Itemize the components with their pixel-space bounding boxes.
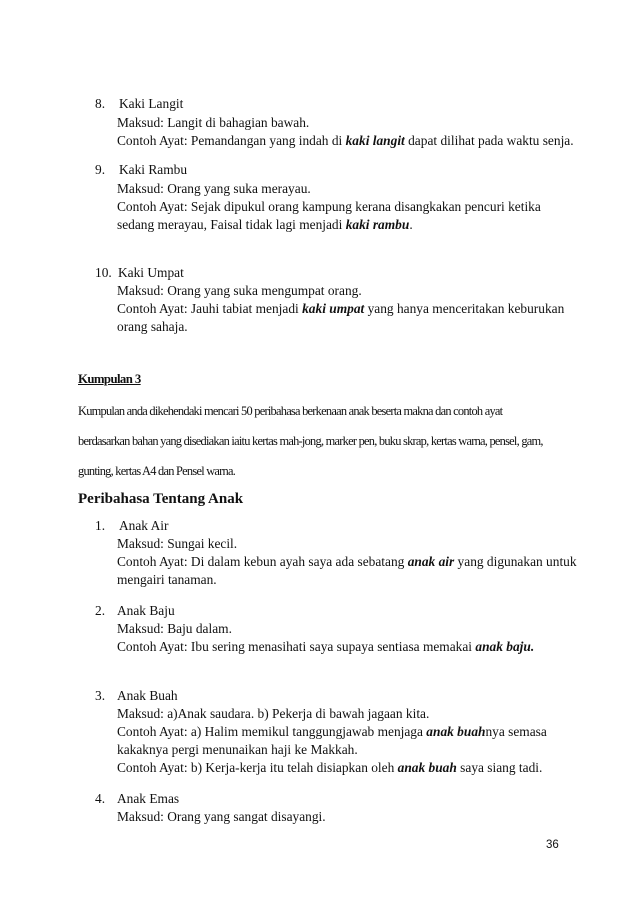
item-title: Kaki Umpat: [118, 265, 184, 280]
item-title: Kaki Langit: [119, 96, 184, 111]
item-contoh: [117, 723, 547, 741]
contoh-text: Contoh Ayat: b) Kerja-kerja itu telah disiapkan oleh: [117, 760, 398, 775]
peribahasa-emphasis: kaki umpat: [302, 301, 365, 316]
item-number: 8.: [95, 96, 106, 111]
contoh-text: Contoh Ayat: a) Halim memikul tanggungjawab menjaga: [117, 724, 427, 739]
contoh-text: .: [409, 217, 413, 232]
item-contoh-line2: mengairi tanaman.: [117, 572, 217, 587]
contoh-text: yang hanya menceritakan keburukan: [364, 301, 565, 316]
item-contoh: [117, 132, 574, 150]
item-title: Anak Baju: [117, 603, 175, 618]
item-maksud: Maksud: Orang yang sangat disayangi.: [117, 809, 326, 824]
peribahasa-emphasis: kaki rambu: [345, 217, 410, 232]
group-instruction-line: gunting, kertas A4 dan Pensel warna.: [78, 464, 236, 478]
section-title: Peribahasa Tentang Anak: [78, 491, 244, 507]
item-contoh-line2: kakaknya pergi menunaikan haji ke Makkah.: [117, 742, 358, 757]
item-maksud: Maksud: Orang yang suka mengumpat orang.: [117, 283, 362, 298]
item-maksud: Maksud: Baju dalam.: [117, 621, 232, 636]
contoh-text: sedang merayau, Faisal tidak lagi menjadi: [117, 217, 346, 232]
item-contoh-line2: [117, 216, 413, 234]
item-contoh: [117, 300, 564, 318]
item-title: Anak Air: [119, 518, 169, 533]
item-title: Anak Emas: [117, 791, 180, 806]
item-number: 3.: [95, 688, 106, 703]
contoh-text: yang digunakan untuk: [454, 554, 577, 569]
item-number: 9.: [95, 162, 106, 177]
contoh-text: Contoh Ayat: Ibu sering menasihati saya supaya sentiasa memakai: [117, 639, 476, 654]
group-instruction-line: berdasarkan bahan yang disediakan iaitu kertas mah-jong, marker pen, buku skrap, kertas warna, pensel, gam,: [78, 434, 543, 448]
contoh-text: Contoh Ayat: Jauhi tabiat menjadi: [117, 301, 303, 316]
contoh-text: Contoh Ayat: Pemandangan yang indah di: [117, 133, 346, 148]
contoh-text: Contoh Ayat: Di dalam kebun ayah saya ada sebatang: [117, 554, 408, 569]
group-heading: Kumpulan 3: [78, 372, 141, 386]
item-number: 1.: [95, 518, 106, 533]
item-title: Anak Buah: [117, 688, 178, 703]
peribahasa-emphasis: anak buah: [397, 760, 457, 775]
item-maksud: Maksud: Orang yang suka merayau.: [117, 181, 311, 196]
item-number: 10.: [95, 265, 112, 280]
group-instruction-line: Kumpulan anda dikehendaki mencari 50 peribahasa berkenaan anak beserta makna dan contoh ayat: [78, 404, 503, 418]
item-number: 4.: [95, 791, 106, 806]
peribahasa-emphasis: anak baju.: [475, 639, 535, 654]
item-contoh-line2: orang sahaja.: [117, 319, 188, 334]
contoh-text: saya siang tadi.: [456, 760, 543, 775]
peribahasa-emphasis: anak air: [407, 554, 455, 569]
item-contoh: [117, 553, 577, 571]
item-maksud: Maksud: Langit di bahagian bawah.: [117, 115, 310, 130]
peribahasa-emphasis: kaki langit: [345, 133, 405, 148]
item-contoh: Contoh Ayat: Sejak dipukul orang kampung kerana disangkakan pencuri ketika: [117, 199, 541, 214]
peribahasa-emphasis: anak buah: [426, 724, 486, 739]
item-contoh-b: [117, 759, 542, 777]
item-contoh: [117, 638, 534, 656]
page-number: 36: [546, 839, 559, 851]
item-maksud: Maksud: a)Anak saudara. b) Pekerja di bawah jagaan kita.: [117, 706, 430, 721]
item-number: 2.: [95, 603, 106, 618]
item-maksud: Maksud: Sungai kecil.: [117, 536, 238, 551]
contoh-text: nya semasa: [485, 724, 547, 739]
contoh-text: dapat dilihat pada waktu senja.: [404, 133, 574, 148]
item-title: Kaki Rambu: [119, 162, 188, 177]
